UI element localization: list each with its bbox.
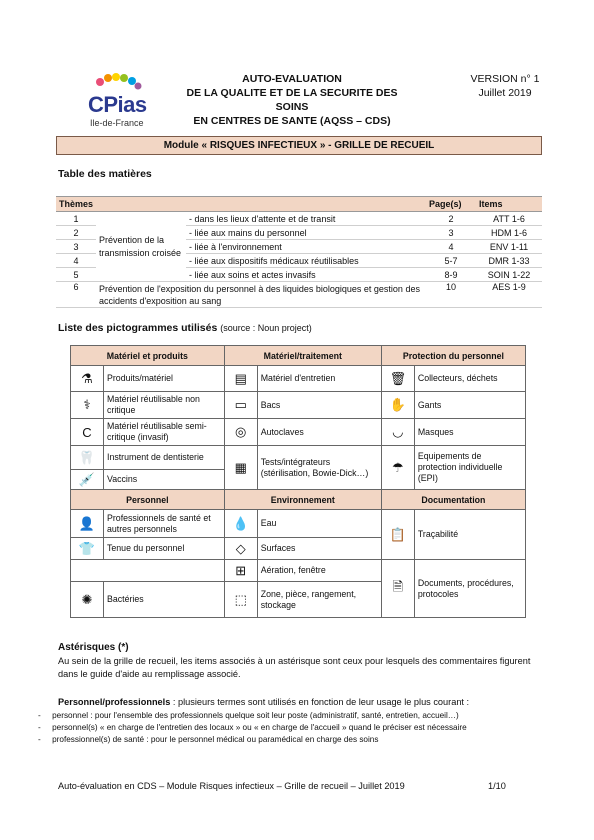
table-cell: Zone, pièce, rangement, stockage: [257, 582, 381, 618]
table-cell: Bacs: [257, 392, 381, 419]
shirt-icon: 👕: [71, 538, 104, 560]
table-cell: DMR 1-33: [476, 254, 542, 268]
table-cell: Gants: [414, 392, 525, 419]
speculum-icon: C: [71, 419, 104, 446]
toc-header-items: Items: [476, 197, 542, 212]
version-block: [455, 72, 555, 100]
table-row: [56, 212, 542, 226]
gloves-icon: ✋: [381, 392, 414, 419]
table-cell: Instrument de dentisterie: [104, 446, 225, 470]
pictograms-table: [70, 345, 526, 618]
table-cell: Matériel réutilisable non critique: [104, 392, 225, 419]
table-cell: 5: [56, 268, 96, 282]
table-cell: - liée aux mains du personnel: [186, 226, 426, 240]
toc-header-pages: Page(s): [426, 197, 476, 212]
table-cell: Matériel réutilisable semi-critique (invasif): [104, 419, 225, 446]
table-cell: 2: [426, 212, 476, 226]
empty-cell: [71, 560, 225, 582]
table-cell: 3: [426, 226, 476, 240]
healthcare-worker-icon: 👤: [71, 510, 104, 538]
mask-icon: ◡: [381, 419, 414, 446]
table-cell: ATT 1-6: [476, 212, 542, 226]
table-cell: Equipements de protection individuelle (EPI): [414, 446, 525, 490]
trash-bin-icon: 🗑: [381, 366, 414, 392]
table-cell: - liée aux soins et actes invasifs: [186, 268, 426, 282]
table-cell: 5-7: [426, 254, 476, 268]
syringe-icon: 💉: [71, 470, 104, 490]
table-cell: Masques: [414, 419, 525, 446]
documents-icon: 🗎: [381, 560, 414, 618]
version-number: VERSION n° 1: [470, 73, 540, 85]
col-header-personnel: Personnel: [71, 490, 225, 510]
table-cell: Prévention de l'exposition du personnel à des liquides biologiques et gestion des accidents d'exposition au sang: [96, 282, 426, 308]
footer-text: Auto-évaluation en CDS – Module Risques infectieux – Grille de recueil – Juillet 2019: [58, 781, 405, 791]
pictograms-heading: Liste des pictogrammes utilisés (source : Noun project): [58, 322, 312, 334]
table-cell: Autoclaves: [257, 419, 381, 446]
col-header-protection: Protection du personnel: [381, 346, 525, 366]
tray-icon: ▭: [224, 392, 257, 419]
dental-instrument-icon: 🦷: [71, 446, 104, 470]
page-number: 1/10: [488, 781, 506, 791]
table-cell: - liée aux dispositifs médicaux réutilisables: [186, 254, 426, 268]
table-cell: Tests/intégrateurs (stérilisation, Bowie-Dick…): [257, 446, 381, 490]
col-header-environnement: Environnement: [224, 490, 381, 510]
asterisks-text: Au sein de la grille de recueil, les items associés à un astérisque sont ceux pour lesquels des commentaires figurent dans le guide d'aide au remplissage associé.: [58, 656, 531, 679]
table-cell: AES 1-9: [476, 282, 542, 308]
table-cell: Documents, procédures, protocoles: [414, 560, 525, 618]
table-cell: Bactéries: [104, 582, 225, 618]
table-row: [56, 282, 542, 308]
table-cell: Eau: [257, 510, 381, 538]
version-date: Juillet 2019: [478, 87, 532, 99]
table-cell: Traçabilité: [414, 510, 525, 560]
table-cell: Vaccins: [104, 470, 225, 490]
water-drops-icon: 💧: [224, 510, 257, 538]
table-cell: Professionnels de santé et autres personnels: [104, 510, 225, 538]
clipboard-pen-icon: 📋: [381, 510, 414, 560]
table-cell: 10: [426, 282, 476, 308]
col-header-traitement: Matériel/traitement: [224, 346, 381, 366]
bacteria-icon: ✺: [71, 582, 104, 618]
table-cell: 3: [56, 240, 96, 254]
test-integrator-icon: ▦: [224, 446, 257, 490]
document-title: AUTO-EVALUATION DE LA QUALITE ET DE LA SECURITE DES SOINS EN CENTRES DE SANTE (AQSS – CDS): [186, 73, 398, 127]
table-cell: 1: [56, 212, 96, 226]
list-item: - personnel(s) « en charge de l'entretien des locaux » ou « en charge de l'accueil » quand le préciser est nécessaire: [38, 723, 467, 732]
stethoscope-icon: ⚕: [71, 392, 104, 419]
toc-header-themes: Thèmes: [56, 197, 96, 212]
surface-icon: ◇: [224, 538, 257, 560]
umbrella-icon: ☂: [381, 446, 414, 490]
table-cell: Aération, fenêtre: [257, 560, 381, 582]
table-cell: Produits/matériel: [104, 366, 225, 392]
toc-table: [56, 196, 542, 308]
col-header-documentation: Documentation: [381, 490, 525, 510]
personnel-note: Personnel/professionnels : plusieurs termes sont utilisés en fonction de leur usage le plus courant :: [58, 697, 470, 707]
table-cell: - liée à l'environnement: [186, 240, 426, 254]
list-item: - personnel : pour l'ensemble des professionnels quelque soit leur poste (administratif, santé, entretien, accueil…): [38, 711, 459, 720]
autoclave-icon: ◎: [224, 419, 257, 446]
table-cell: - dans les lieux d'attente et de transit: [186, 212, 426, 226]
table-cell: 2: [56, 226, 96, 240]
zone-icon: ⬚: [224, 582, 257, 618]
table-cell: 8-9: [426, 268, 476, 282]
table-cell: Surfaces: [257, 538, 381, 560]
table-cell: 4: [426, 240, 476, 254]
col-header-materiel: Matériel et produits: [71, 346, 225, 366]
table-cell: HDM 1-6: [476, 226, 542, 240]
toc-header-blank: [96, 197, 426, 212]
table-cell: Matériel d'entretien: [257, 366, 381, 392]
table-cell: Collecteurs, déchets: [414, 366, 525, 392]
asterisks-heading: Astérisques (*): [58, 642, 129, 653]
table-cell: Tenue du personnel: [104, 538, 225, 560]
logo-subtitle: Ile-de-France: [90, 118, 144, 128]
table-cell: ENV 1-11: [476, 240, 542, 254]
toc-group-label: Prévention de la transmission croisée: [96, 212, 186, 282]
products-icon: ⚗: [71, 366, 104, 392]
cleaning-cart-icon: ▤: [224, 366, 257, 392]
module-title-bar: Module « RISQUES INFECTIEUX » - GRILLE DE RECUEIL: [56, 136, 542, 155]
toc-heading: Table des matières: [58, 168, 152, 180]
table-cell: 6: [56, 282, 96, 308]
logo-wordmark: CPias: [88, 92, 147, 117]
window-icon: ⊞: [224, 560, 257, 582]
table-cell: SOIN 1-22: [476, 268, 542, 282]
table-cell: 4: [56, 254, 96, 268]
list-item: - professionnel(s) de santé : pour le personnel médical ou paramédical en charge des soins: [38, 735, 379, 744]
toc-header-row: [56, 197, 542, 212]
